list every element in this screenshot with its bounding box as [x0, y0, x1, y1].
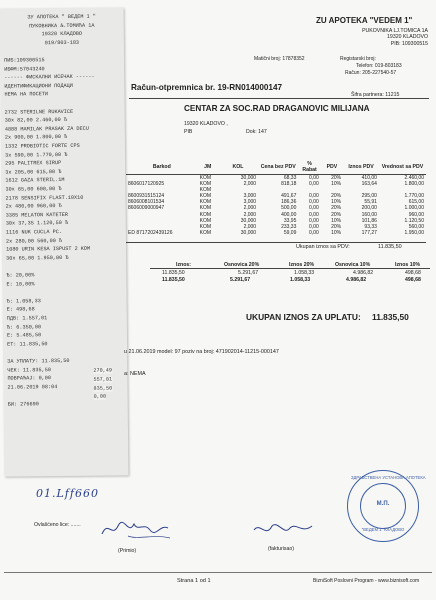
cell-iznos-pdv: 55,91	[364, 199, 377, 206]
stamp-bottom-text: "ВЕДЕМ 1" КЛАДОВО	[361, 527, 405, 532]
table-bottom-rule	[126, 242, 426, 243]
cell-cena: 491,67	[281, 193, 297, 200]
receipt-line: 1080 URIN KESA ISPUST 2 KOM	[6, 245, 91, 253]
cell-cena: 400,00	[281, 211, 297, 218]
vat-summary	[150, 262, 430, 292]
ukupan-pdv-value: 11.835,50	[378, 244, 402, 250]
footer-rule	[4, 572, 432, 573]
signature-right	[250, 516, 320, 542]
cell-kol: 3,000	[243, 199, 257, 206]
total-label: UKUPAN IZNOS ZA UPLATU:	[246, 312, 361, 322]
receipt-side-number: 270,49	[93, 367, 113, 375]
cell-pdv: 10%	[331, 229, 342, 236]
cell-vrednost: 1.120,50	[404, 217, 424, 224]
cell-rabat: 0,00	[309, 229, 319, 236]
cell-pdv: 10%	[331, 199, 342, 206]
napomena: a: NEMA	[124, 371, 146, 377]
cell-vrednost: 615,00	[408, 199, 424, 206]
stamp-top-text: ЗДРАВСТВЕНА УСТАНОВА АПОТЕКА	[351, 475, 426, 480]
cell-barkod: 8606009000947	[128, 205, 165, 212]
company-name: ZU APOTEKA "VEDEM 1"	[316, 16, 413, 25]
cell-jm: KOM	[199, 175, 212, 181]
cell-kol: 30,000	[240, 175, 257, 181]
company-pib: PIB: 109300515	[390, 40, 428, 47]
footer-page: Strana 1 od 1	[177, 578, 211, 584]
fakturisao-label: (fakturisao)	[268, 546, 294, 552]
cell-jm: KOM	[199, 187, 212, 194]
receipt-side-number: 557,01	[93, 376, 113, 383]
cell-barkod: 8606008101534	[128, 199, 165, 206]
sum-h-iznos: Iznos:	[176, 262, 191, 268]
company-city: 19320 KLADOVO	[387, 34, 428, 41]
cell-pdv: 10%	[331, 217, 342, 224]
sum-r1-osn10: 4.986,82	[353, 270, 374, 276]
col-iznos-pdv: Iznos PDV	[343, 160, 379, 175]
col-cena: Cena bez PDV	[258, 160, 298, 175]
cell-iznos-pdv: 177,27	[361, 229, 377, 236]
receipt-line: 1332 PROBIOTIC FORTE CPS	[4, 142, 80, 150]
receipt-line: 3x 205,00 615,00 Ђ	[5, 168, 62, 176]
cell-vrednost: 960,00	[408, 211, 424, 218]
receipt-line: 30x 82,00 2.460,00 Ђ	[4, 117, 68, 124]
cell-rabat: 0,00	[309, 211, 319, 218]
cell-rabat: 0,00	[309, 217, 319, 224]
receipt-line: ПДВ: 1.557,01	[6, 315, 48, 322]
receipt-line: БИ: 276690	[7, 401, 39, 408]
cell-jm: KOM	[199, 205, 212, 212]
cell-kol: 30,000	[240, 229, 257, 236]
sum-h-osn20: Osnovica 20%	[224, 262, 260, 268]
sum-r2-osn10: 4.986,82	[346, 277, 367, 283]
cell-jm: KOM	[199, 211, 212, 218]
receipt-side-number: 0,00	[93, 393, 107, 400]
cell-barkod: ED 8717202439126	[128, 229, 173, 236]
cell-pdv: 20%	[331, 223, 342, 230]
cell-vrednost: 1.950,00	[404, 229, 424, 236]
cell-rabat: 0,00	[309, 223, 319, 230]
sum-r1-izn20: 1.058,33	[294, 270, 315, 276]
sum-r1-osn20: 5.291,67	[238, 270, 259, 276]
receipt-line: 2732 STERILNE RUKAVICE	[4, 108, 74, 116]
cell-kol: 3,000	[243, 193, 257, 200]
receipt-line: ИДЕНТИФИКАЦИОНИ ПОДАЦИ	[4, 82, 73, 90]
cell-pdv: 20%	[331, 205, 342, 212]
cell-jm: KOM	[199, 223, 212, 230]
table-row	[126, 175, 426, 182]
items-table	[126, 160, 426, 236]
company-maticni: Matični broj: 17878352	[254, 56, 305, 62]
cell-rabat: 0,00	[309, 181, 319, 188]
sum-h-osn10: Osnovica 10%	[335, 262, 371, 268]
sifra-partnera: Šifra partnera: 11215	[351, 92, 400, 98]
receipt-line: Е: 5.485,50	[6, 332, 42, 339]
primio-label: (Primio)	[118, 548, 137, 554]
receipt-line: ЗА УПЛАТУ: 11.835,50	[7, 357, 70, 365]
receipt-line: 1612 GAZA STERIL.1M	[5, 177, 65, 185]
cell-vrednost: 1.000,00	[404, 205, 424, 212]
cell-cena: 233,33	[281, 223, 297, 230]
stamp-middle-text: М.П.	[376, 501, 390, 507]
receipt-line: 2x 900,00 1.800,00 Ђ	[4, 134, 68, 142]
receipt-line: Ђ: 20,00%	[6, 272, 35, 279]
cell-cena: 818,18	[281, 181, 297, 188]
sum-r1-iznos: 11.835,50	[162, 270, 185, 276]
cell-barkod	[126, 175, 198, 182]
receipt-line: 30x 65,00 1.950,00 Ђ	[6, 254, 69, 262]
customer-city: 19320 KLADOVO ,	[184, 121, 228, 127]
cell-jm: KOM	[199, 193, 212, 200]
receipt-line: 3x 590,00 1.770,00 Ђ	[5, 151, 68, 159]
receipt-line: 1116 NUK CUCLA PC.	[5, 229, 62, 236]
sum-r1-izn10: 498,68	[405, 270, 421, 276]
receipt-line: 019/803-183	[44, 39, 80, 46]
col-kol: KOL	[218, 160, 258, 175]
cell-jm: KOM	[199, 181, 212, 188]
pharmacy-stamp	[347, 470, 426, 542]
cell-cena: 33,95	[283, 217, 297, 224]
cell-jm: KOM	[199, 229, 212, 236]
sum-r2-iznos: 11.835,50	[162, 277, 185, 283]
receipt-line: ------ ФИСКАЛНИ ИСЕЧАК ------	[4, 73, 95, 81]
cell-iznos-pdv: 410,00	[361, 175, 377, 181]
company-racun: Račun: 205-227540-57	[345, 70, 397, 76]
cell-cena: 186,36	[281, 199, 297, 206]
cell-jm: KOM	[199, 217, 212, 224]
cell-kol: 2,000	[243, 211, 257, 218]
sum-h-izn10: Iznos 10%	[395, 262, 421, 268]
cell-rabat: 0,00	[309, 175, 319, 181]
receipt-line: 19320 КЛАДОВО	[41, 30, 83, 38]
receipt-line: 2x 280,00 560,00 Ђ	[5, 237, 63, 245]
receipt-line: НЕМА НА ПОСЕТИ	[4, 91, 49, 99]
cell-iznos-pdv: 295,00	[361, 193, 377, 200]
company-address	[300, 28, 428, 47]
customer-pib: PIB	[184, 129, 193, 135]
table-header-row	[126, 160, 426, 175]
receipt-line: ЕТ: 11.835,50	[7, 340, 48, 348]
fiscal-receipt	[0, 7, 128, 476]
sum-rule	[150, 268, 430, 269]
col-pdv: PDV	[321, 160, 343, 175]
sum-r2-izn10: 498,68	[405, 277, 421, 283]
table-row	[126, 230, 426, 236]
receipt-line: ИБФМ:57043240	[4, 65, 45, 73]
receipt-line: ПУКОВНИКА Љ.ТОМИЋА 1А	[29, 22, 95, 29]
customer-box	[182, 100, 370, 146]
cell-kol: 2,000	[243, 205, 257, 212]
cell-pdv: 20%	[331, 193, 342, 200]
col-rabat: % Rabat	[298, 160, 320, 175]
receipt-line: 21.06.2019 08:04	[7, 383, 58, 391]
receipt-line: ЗУ АПОТЕКА " ВЕДЕМ 1 "	[27, 13, 96, 21]
company-telefon: Telefon: 019-803183	[356, 63, 402, 69]
cell-vrednost: 2.460,00	[404, 175, 424, 181]
receipt-line: 295 PALITREX SIRUP	[5, 160, 62, 167]
cell-vrednost: 1.800,00	[404, 181, 424, 188]
handwritten-number: 01.Lff660	[36, 487, 99, 500]
cell-iznos-pdv: 93,33	[364, 223, 377, 230]
customer-dok: Dok: 147	[246, 129, 267, 135]
receipt-side-number: 835,50	[93, 385, 113, 392]
col-vrednost: Vrednost sa PDV	[379, 160, 426, 175]
cell-kol: 2,000	[243, 181, 257, 188]
cell-iznos-pdv: 200,00	[361, 205, 377, 212]
col-jm: JM	[198, 160, 218, 175]
cell-barkod: 8606017120925	[128, 181, 165, 188]
receipt-line: ЧЕК: 11.835,50	[7, 366, 51, 374]
receipt-line: ПИБ:109300515	[4, 57, 45, 64]
receipt-line: Е: 10,00%	[6, 280, 35, 288]
receipt-line: 2x 480,00 960,00 Ђ	[5, 203, 62, 210]
ukupan-pdv-label: Ukupan iznos sa PDV:	[296, 244, 350, 250]
cell-barkod: 8600931515124	[128, 193, 165, 200]
customer-name: CENTAR ZA SOC.RAD DRAGANOVIC MILIJANA	[184, 104, 370, 113]
cell-vrednost: 1.770,00	[404, 193, 424, 200]
sum-r2-izn20: 1.058,33	[290, 277, 311, 283]
company-registarski: Registarski broj:	[340, 56, 376, 62]
cell-kol: 30,000	[240, 217, 257, 224]
document-title: Račun-otpremnica br. 19-RN014000147	[131, 83, 283, 92]
cell-cena: 68,33	[283, 175, 297, 181]
receipt-line: 30x 65,00 600,00 Ђ	[5, 186, 62, 193]
receipt-line: ПОВРАЋАЈ: 0,00	[7, 375, 52, 382]
cell-iznos-pdv: 163,64	[361, 181, 377, 188]
cell-pdv: 20%	[331, 175, 342, 181]
cell-vrednost: 560,00	[408, 223, 424, 230]
sum-r2-osn20: 5.291,67	[230, 277, 251, 283]
signature-left	[98, 516, 178, 544]
cell-pdv: 20%	[331, 211, 342, 218]
ovlasceno-lice: Ovlašćeno lice: .......	[34, 522, 81, 528]
receipt-line: Е: 498,68	[6, 306, 35, 313]
total-value: 11.835,50	[372, 312, 409, 322]
receipt-line: 4888 MAMILAK PRASAK ZA DECU	[4, 125, 89, 133]
receipt-line: 30x 37,35 1.120,50 Ђ	[5, 220, 69, 227]
cell-pdv: 10%	[331, 181, 342, 188]
sum-h-izn20: Iznos 20%	[289, 262, 315, 268]
payment-note: u 21.06.2019 model: 97 poziv na broj: 471902014-11215-000147	[124, 349, 279, 355]
col-barkod: Barkod	[126, 160, 198, 175]
receipt-line: 3385 MELATON KATETER	[5, 211, 69, 219]
cell-rabat: 0,00	[309, 193, 319, 200]
cell-iznos-pdv: 101,86	[361, 217, 377, 224]
receipt-line: Ђ: 6.350,00	[6, 323, 42, 331]
cell-cena: 59,09	[283, 229, 297, 236]
title-rule	[129, 98, 429, 99]
cell-rabat: 0,00	[309, 205, 319, 212]
cell-kol: 2,000	[243, 223, 257, 230]
cell-rabat: 0,00	[309, 199, 319, 206]
receipt-line: Ђ: 1.058,33	[6, 298, 41, 305]
cell-cena: 500,00	[281, 205, 297, 212]
cell-jm: KOM	[199, 199, 212, 206]
company-street: PUKOVNIKA LJ.TOMICA 1A	[362, 28, 428, 34]
cell-iznos-pdv: 160,00	[361, 211, 377, 218]
footer-software: BizniSoft Poslovni Program - www.biznisoft.com	[313, 578, 420, 584]
receipt-line: 2178 SENSIFIX FLAST.10X10	[5, 194, 84, 202]
